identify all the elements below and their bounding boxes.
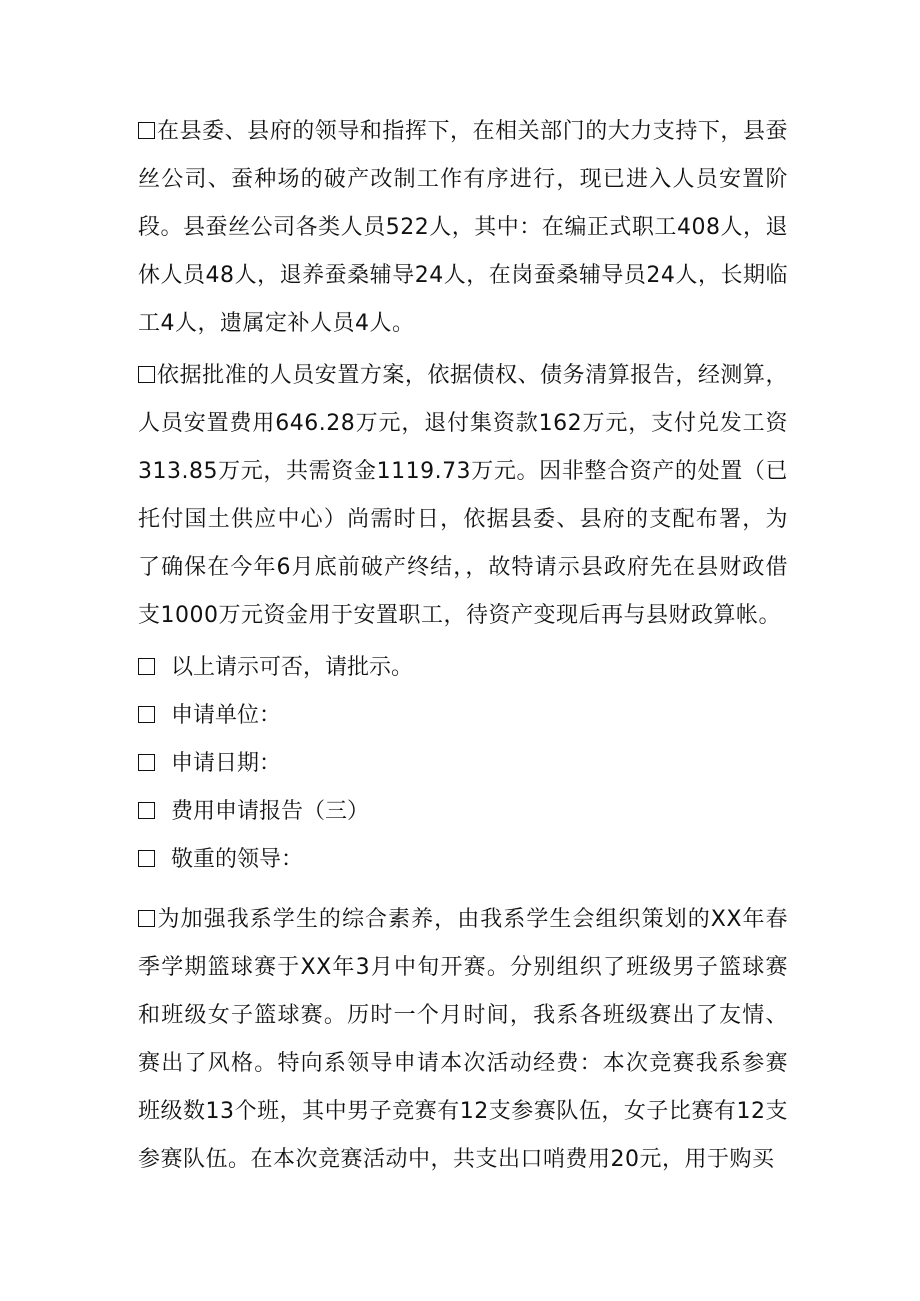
paragraph-text: 依据批准的人员安置方案，依据债权、债务清算报告，经测算，人员安置费用646.28万元，退付集资款162万元，支付兑发工资313.85万元，共需资金1119.73万元。因非整合资产的处置（已托付国土供应中心）尚需时日，依据县委、县府的支配布署，为了确保在今年6月底前破产终结，，故特请示县政府先在县财政借支1000万元资金用于安置职工，待资产变现后再与县财政算帐。 xyxy=(138,363,788,628)
paragraph-text: 在县委、县府的领导和指挥下，在相关部门的大力支持下，县蚕丝公司、蚕种场的破产改制工作有序进行，现已进入人员安置阶段。县蚕丝公司各类人员522人，其中：在编正式职工408人，退休人员48人，退养蚕桑辅导24人，在岗蚕桑辅导员24人，长期临工4人，遗属定补人员4人。 xyxy=(138,119,788,336)
paragraph-application-date xyxy=(138,740,788,788)
checkbox-icon xyxy=(138,802,155,819)
paragraph-request-approval xyxy=(138,644,788,692)
paragraph-salutation xyxy=(138,836,788,884)
paragraph-funding xyxy=(138,352,788,640)
checkbox-icon xyxy=(138,706,155,723)
checkbox-icon xyxy=(138,850,155,867)
paragraph-text: 为加强我系学生的综合素养，由我系学生会组织策划的XX年春季学期篮球赛于XX年3月中旬开赛。分别组织了班级男子篮球赛和班级女子篮球赛。历时一个月时间，我系各班级赛出了友情、赛出了风格。特向系领导申请本次活动经费：本次竞赛我系参赛班级数13个班，其中男子竞赛有12支参赛队伍，女子比赛有12支参赛队伍。在本次竞赛活动中，共支出口哨费用20元，用于购买 xyxy=(138,907,788,1172)
paragraph-text: 以上请示可否，请批示。 xyxy=(171,655,414,680)
paragraph-text: 申请单位： xyxy=(171,703,282,728)
checkbox-icon xyxy=(138,754,155,771)
paragraph-report-title xyxy=(138,788,788,836)
checkbox-icon xyxy=(138,658,155,675)
paragraph-text: 费用申请报告（三） xyxy=(171,799,370,824)
paragraph-basketball xyxy=(138,896,788,1184)
paragraph-intro xyxy=(138,108,788,348)
document-body xyxy=(138,108,788,1184)
checkbox-icon xyxy=(138,366,155,383)
checkbox-icon xyxy=(138,910,155,927)
paragraph-text: 敬重的领导： xyxy=(171,847,304,872)
checkbox-icon xyxy=(138,122,155,139)
paragraph-text: 申请日期： xyxy=(171,751,282,776)
paragraph-applicant-unit xyxy=(138,692,788,740)
